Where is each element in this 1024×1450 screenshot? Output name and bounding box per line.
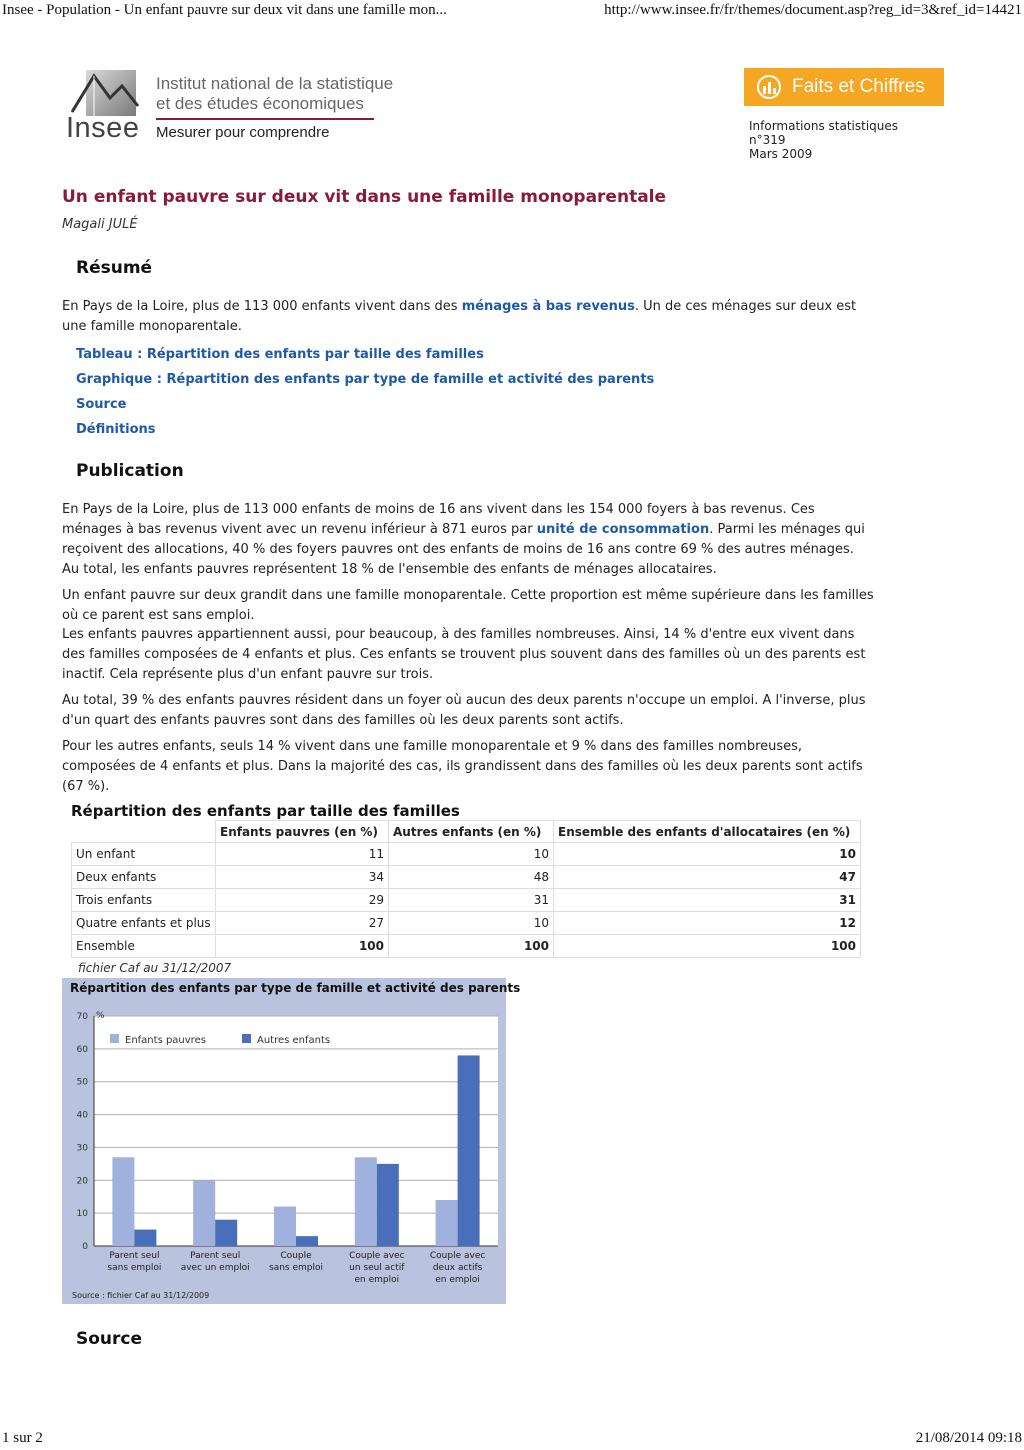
article-title: Un enfant pauvre sur deux vit dans une famille monoparentale: [62, 187, 667, 207]
y-tick-label: 40: [76, 1110, 88, 1121]
resume-text-a: En Pays de la Loire, plus de 113 000 enfants vivent dans des: [62, 299, 462, 314]
y-tick-label: 50: [76, 1077, 88, 1088]
y-tick-label: 70: [76, 1012, 88, 1022]
chart-title: Répartition des enfants par type de famille et activité des parents: [70, 981, 521, 995]
bar: [112, 1157, 134, 1246]
family-size-table: [71, 820, 861, 958]
y-tick-label: 0: [82, 1242, 88, 1252]
table-cell: 31: [554, 889, 861, 912]
print-datetime: 21/08/2014 09:18: [915, 1430, 1022, 1446]
table-row: [72, 912, 861, 935]
legend-swatch: [242, 1034, 251, 1043]
row-label: Quatre enfants et plus: [72, 912, 216, 935]
print-url[interactable]: http://www.insee.fr/fr/themes/document.asp?reg_id=3&ref_id=14421: [604, 2, 1022, 18]
link-graphique[interactable]: Graphique : Répartition des enfants par type de famille et activité des parents: [76, 372, 655, 387]
bar: [377, 1164, 399, 1246]
y-tick-label: 30: [76, 1143, 88, 1154]
info-number: n°319: [749, 133, 786, 147]
table-cell: 12: [554, 912, 861, 935]
table-cell: 11: [216, 843, 389, 866]
table-cell: 10: [389, 912, 554, 935]
unite-consommation-link[interactable]: unité de consommation: [536, 522, 710, 537]
chart-badge-icon: [756, 74, 782, 100]
faits-et-chiffres-label: Faits et Chiffres: [792, 76, 925, 97]
x-tick-label: un seul actif: [349, 1263, 405, 1273]
publication-paragraph-5: Pour les autres enfants, seuls 14 % vivent dans une famille monoparentale et 9 % dans des familles nombreuses, composées de 4 enfants et plus. Dans la majorité des cas, ils grandissent dans des familles où les deux parents sont actifs (67 %).: [62, 739, 863, 794]
table-cell: 100: [554, 935, 861, 958]
table-row: [72, 843, 861, 866]
resume-paragraph: [62, 297, 874, 337]
row-label: Ensemble: [72, 935, 216, 958]
bar: [355, 1157, 377, 1246]
institute-name-line1: Institut national de la statistique: [156, 74, 394, 93]
x-tick-label: avec un emploi: [180, 1263, 250, 1273]
table-cell: 100: [389, 935, 554, 958]
pub-text-a: En Pays de la Loire, plus de 113 000 enfants de moins de 16 ans vivent dans les 154 000 foyers à bas revenus. Ces ménages à bas revenus vivent avec un revenu inférieur à 871 euros par: [62, 502, 815, 537]
x-tick-label: Parent seul: [190, 1251, 241, 1261]
table-header-empty: [72, 821, 216, 843]
x-tick-label: Couple: [280, 1251, 312, 1261]
bar: [215, 1220, 237, 1246]
publication-paragraph-4: Au total, 39 % des enfants pauvres résident dans un foyer où aucun des deux parents n'occupe un emploi. A l'inverse, plus d'un quart des enfants pauvres sont dans des familles où les deux parents sont actifs.: [62, 693, 866, 728]
x-tick-label: Parent seul: [109, 1251, 160, 1261]
bar: [274, 1207, 296, 1246]
table-header-row: [72, 821, 861, 843]
table-cell: 27: [216, 912, 389, 935]
institute-name-line2: et des études économiques: [156, 94, 364, 113]
legend-swatch: [110, 1034, 119, 1043]
x-tick-label: en emploi: [354, 1275, 400, 1285]
publication-paragraph-3: Les enfants pauvres appartiennent aussi, pour beaucoup, à des familles nombreuses. Ainsi, 14 % d'entre eux vivent dans des familles composées de 4 enfants et plus. Ces enfants se trouvent plus souvent dans des familles où un des parents est inactif. Cela représente plus d'un enfant pauvre sur trois.: [62, 627, 866, 682]
link-tableau[interactable]: Tableau : Répartition des enfants par taille des familles: [76, 347, 484, 362]
y-unit-label: %: [96, 1011, 105, 1021]
x-tick-label: en emploi: [435, 1275, 480, 1285]
table-cell: 48: [389, 866, 554, 889]
resume-heading: Résumé: [76, 258, 153, 278]
row-label: Trois enfants: [72, 889, 216, 912]
bar-chart: [62, 998, 506, 1304]
x-tick-label: sans emploi: [269, 1263, 323, 1273]
legend-label: Enfants pauvres: [125, 1035, 206, 1046]
table-cell: 10: [554, 843, 861, 866]
y-tick-label: 60: [76, 1044, 88, 1055]
publication-paragraph-2: Un enfant pauvre sur deux grandit dans une famille monoparentale. Cette proportion est même supérieure dans les familles où ce parent est sans emploi.: [62, 588, 874, 623]
chart-source-note: Source : fichier Caf au 31/12/2009: [72, 1291, 210, 1300]
x-tick-label: Couple avec: [429, 1251, 486, 1261]
insee-logo-icon: [64, 68, 144, 118]
print-page-counter: 1 sur 2: [2, 1430, 43, 1446]
publication-paragraph-1: [62, 500, 874, 580]
table-header-cell: Autres enfants (en %): [389, 821, 554, 843]
bar: [436, 1200, 458, 1246]
table-row: [72, 889, 861, 912]
table-header-cell: Ensemble des enfants d'allocataires (en %): [554, 821, 861, 843]
table-row: [72, 866, 861, 889]
bar: [458, 1055, 480, 1246]
source-heading: Source: [76, 1329, 143, 1349]
x-tick-label: Couple avec: [349, 1251, 405, 1261]
bar: [296, 1236, 318, 1246]
insee-logo-word: Insee: [66, 112, 140, 144]
link-source[interactable]: Source: [76, 397, 127, 412]
table-cell: 47: [554, 866, 861, 889]
info-series: Informations statistiques: [749, 119, 899, 133]
pub-text-b: . Parmi les ménages qui reçoivent des allocations, 40 % des foyers pauvres ont des enfants de moins de 16 ans contre 69 % des autres ménages. Au total, les enfants pauvres représentent 18 % de l'ensemble des enfants de ménages allocataires.: [62, 522, 865, 577]
faits-et-chiffres-button[interactable]: [744, 68, 944, 106]
info-date: Mars 2009: [749, 147, 813, 161]
table-cell: 100: [216, 935, 389, 958]
x-tick-label: sans emploi: [107, 1263, 162, 1273]
row-label: Un enfant: [72, 843, 216, 866]
article-author: Magali JULÉ: [62, 217, 138, 232]
table-source-note: fichier Caf au 31/12/2007: [78, 961, 232, 975]
table-cell: 10: [389, 843, 554, 866]
resume-text-b: . Un de ces ménages sur deux est une famille monoparentale.: [62, 299, 857, 334]
table-header-cell: Enfants pauvres (en %): [216, 821, 389, 843]
table-cell: 34: [216, 866, 389, 889]
x-tick-label: deux actifs: [432, 1263, 483, 1273]
y-tick-label: 20: [76, 1176, 88, 1187]
menages-bas-revenus-link[interactable]: ménages à bas revenus: [461, 299, 635, 314]
link-definitions[interactable]: Définitions: [76, 422, 156, 437]
bar: [134, 1230, 156, 1246]
print-page-title: Insee - Population - Un enfant pauvre sur deux vit dans une famille mon...: [2, 2, 447, 18]
table-cell: 31: [389, 889, 554, 912]
publication-heading: Publication: [76, 461, 184, 481]
insee-motto: Mesurer pour comprendre: [156, 124, 330, 141]
publication-info: [749, 119, 898, 161]
bar: [193, 1180, 215, 1246]
header-divider: [156, 118, 374, 120]
row-label: Deux enfants: [72, 866, 216, 889]
table-cell: 29: [216, 889, 389, 912]
y-tick-label: 10: [76, 1209, 88, 1220]
table-title: Répartition des enfants par taille des familles: [71, 802, 460, 820]
legend-label: Autres enfants: [257, 1035, 331, 1046]
table-row: [72, 935, 861, 958]
